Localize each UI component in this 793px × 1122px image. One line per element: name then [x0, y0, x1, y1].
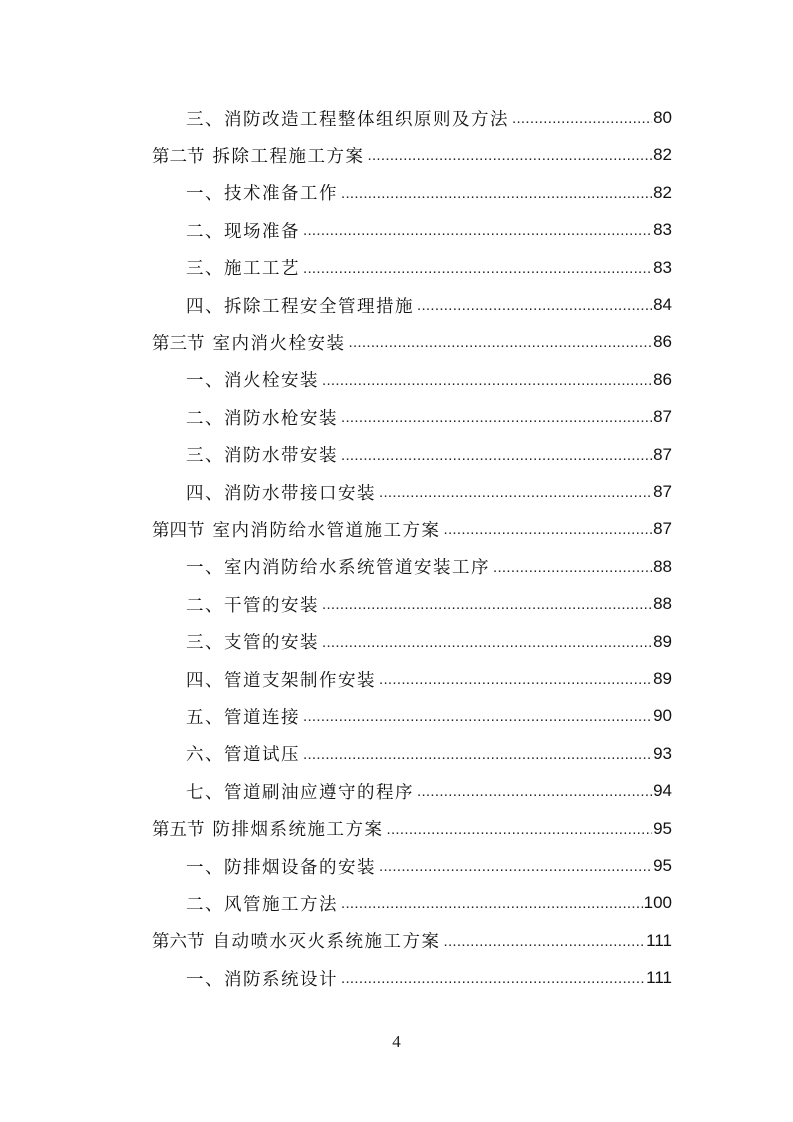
toc-entry-text: 防排烟系统施工方案 — [212, 820, 384, 841]
toc-entry-prefix: 二、 — [186, 408, 224, 429]
toc-entry-title — [186, 667, 376, 692]
toc-entry-title — [186, 741, 300, 766]
toc-entry-page: 100 — [643, 893, 672, 913]
toc-entry[interactable] — [186, 701, 672, 731]
toc-entry-title — [152, 143, 365, 168]
dot-leader — [322, 372, 652, 395]
toc-entry-page: 94 — [653, 781, 672, 801]
dot-leader — [387, 821, 653, 844]
toc-entry[interactable] — [186, 552, 672, 582]
dot-leader — [379, 671, 652, 694]
toc-entry-title — [186, 106, 509, 131]
toc-entry-prefix: 二、 — [186, 894, 224, 915]
dot-leader — [303, 260, 652, 283]
dot-leader — [303, 746, 652, 769]
toc-entry-page: 88 — [653, 556, 672, 576]
toc-entry-text: 防排烟设备的安装 — [224, 857, 376, 878]
toc-entry-page: 111 — [646, 930, 672, 950]
toc-entry[interactable] — [186, 664, 672, 694]
toc-entry-title — [186, 367, 319, 392]
toc-entry-prefix: 第三节 — [152, 333, 205, 354]
dot-leader — [349, 334, 653, 357]
toc-section[interactable] — [152, 514, 672, 544]
dot-leader — [379, 484, 652, 507]
toc-entry-title — [152, 816, 384, 841]
toc-entry-page: 84 — [653, 295, 672, 314]
toc-entry-title — [186, 779, 414, 804]
toc-entry-page: 87 — [653, 444, 672, 464]
toc-entry-page: 111 — [646, 968, 672, 988]
toc-entry-prefix: 一、 — [186, 969, 224, 990]
toc-entry-prefix: 二、 — [186, 221, 224, 242]
toc-entry-title — [186, 255, 300, 280]
toc-entry-text: 现场准备 — [224, 221, 300, 242]
toc-entry-text: 技术准备工作 — [224, 184, 338, 205]
toc-entry-text: 支管的安装 — [224, 633, 319, 654]
toc-entry[interactable] — [186, 402, 672, 432]
toc-section[interactable] — [152, 140, 672, 170]
dot-leader — [341, 895, 643, 918]
dot-leader — [341, 409, 652, 432]
toc-entry-text: 室内消防给水系统管道安装工序 — [224, 558, 490, 579]
toc-entry-text: 干管的安装 — [224, 595, 319, 616]
toc-entry-page: 93 — [653, 743, 672, 763]
toc-entry-page: 90 — [653, 706, 672, 726]
toc-entry-prefix: 六、 — [186, 745, 224, 766]
toc-entry-title — [152, 517, 441, 542]
toc-entry-text: 消防水带接口安装 — [224, 483, 376, 504]
toc-entry-prefix: 第五节 — [152, 820, 205, 841]
toc-entry[interactable] — [186, 627, 672, 657]
toc-entry-title — [186, 480, 376, 505]
toc-entry-prefix: 四、 — [186, 296, 224, 317]
toc-entry-title — [186, 554, 490, 579]
toc-entry[interactable] — [186, 103, 672, 133]
toc-entry-text: 消防水带安装 — [224, 446, 338, 467]
dot-leader — [444, 521, 653, 544]
toc-entry-page: 82 — [653, 182, 672, 202]
toc-entry-prefix: 三、 — [186, 109, 224, 130]
toc-entry-text: 管道连接 — [224, 707, 300, 728]
toc-entry-title — [186, 442, 338, 467]
toc-entry-title — [186, 218, 300, 243]
toc-entry-text: 消防改造工程整体组织原则及方法 — [224, 109, 509, 130]
toc-entry[interactable] — [186, 739, 672, 769]
toc-section[interactable] — [152, 926, 672, 956]
toc-entry-title — [186, 592, 319, 617]
toc-entry-title — [152, 928, 441, 953]
dot-leader — [444, 933, 646, 956]
toc-entry-page: 83 — [653, 220, 672, 240]
toc-section[interactable] — [152, 327, 672, 357]
dot-leader — [368, 147, 653, 170]
toc-entry-page: 95 — [653, 856, 672, 875]
toc-entry-title — [186, 891, 338, 916]
toc-entry[interactable] — [186, 851, 672, 881]
toc-entry-prefix: 三、 — [186, 259, 224, 280]
toc-entry[interactable] — [186, 178, 672, 208]
page-number: 4 — [392, 1032, 401, 1051]
dot-leader — [493, 559, 652, 582]
toc-entry-page: 82 — [653, 145, 672, 165]
toc-entry-page: 86 — [653, 332, 672, 352]
dot-leader — [379, 858, 652, 881]
toc-entry-title — [186, 854, 376, 879]
toc-entry-prefix: 三、 — [186, 446, 224, 467]
toc-entry-text: 室内消防给水管道施工方案 — [212, 520, 441, 541]
dot-leader — [417, 783, 652, 806]
dot-leader — [303, 222, 652, 245]
toc-entry[interactable] — [186, 215, 672, 245]
toc-entry[interactable] — [186, 776, 672, 806]
toc-entry-title — [186, 629, 319, 654]
toc-section[interactable] — [152, 814, 672, 844]
toc-entry-text: 拆除工程施工方案 — [212, 146, 365, 167]
toc-entry-prefix: 五、 — [186, 707, 224, 728]
toc-entry[interactable] — [186, 365, 672, 395]
toc-entry-text: 管道支架制作安装 — [224, 670, 376, 691]
toc-entry-prefix: 一、 — [186, 371, 224, 392]
toc-entry-title — [186, 293, 414, 318]
toc-entry-text: 消防水枪安装 — [224, 408, 338, 429]
toc-entry-prefix: 三、 — [186, 633, 224, 654]
toc-entry-prefix: 一、 — [186, 558, 224, 579]
dot-leader — [303, 708, 652, 731]
toc-entry[interactable] — [186, 440, 672, 470]
toc-entry-title — [152, 330, 346, 355]
toc-entry-title — [186, 405, 338, 430]
toc-entry-text: 施工工艺 — [224, 259, 300, 280]
toc-entry-page: 89 — [653, 631, 672, 651]
toc-entry[interactable] — [186, 589, 672, 619]
toc-entry-page: 95 — [653, 818, 672, 838]
toc-entry-page: 87 — [653, 407, 672, 427]
toc-entry-prefix: 第四节 — [152, 520, 205, 541]
dot-leader — [322, 634, 652, 657]
toc-entry-prefix: 第二节 — [152, 146, 205, 167]
dot-leader — [341, 185, 652, 208]
toc-entry-page: 87 — [653, 482, 672, 501]
toc-entry-prefix: 一、 — [186, 184, 224, 205]
toc-entry-page: 83 — [653, 257, 672, 277]
toc-entry-prefix: 四、 — [186, 483, 224, 504]
toc-entry-text: 风管施工方法 — [224, 894, 338, 915]
dot-leader — [417, 297, 652, 320]
toc-entry-title — [186, 966, 338, 991]
toc-entry-page: 88 — [653, 594, 672, 614]
toc-entry-text: 拆除工程安全管理措施 — [224, 296, 414, 317]
dot-leader — [512, 110, 652, 133]
toc-entry-prefix: 一、 — [186, 857, 224, 878]
toc-entry-page: 89 — [653, 669, 672, 688]
toc-entry-page: 86 — [653, 369, 672, 389]
toc-entry-text: 管道刷油应遵守的程序 — [224, 782, 414, 803]
toc-entry-prefix: 第六节 — [152, 932, 205, 953]
toc-entry[interactable] — [186, 253, 672, 283]
toc-entry-prefix: 七、 — [186, 782, 224, 803]
toc-entry-prefix: 二、 — [186, 595, 224, 616]
toc-entry-text: 室内消火栓安装 — [212, 333, 346, 354]
toc-entry-prefix: 四、 — [186, 670, 224, 691]
toc-entry[interactable] — [186, 888, 672, 918]
toc-entry-title — [186, 180, 338, 205]
toc-entry[interactable] — [186, 290, 672, 320]
toc-entry[interactable] — [186, 477, 672, 507]
dot-leader — [341, 447, 652, 470]
toc-entry-page: 80 — [653, 108, 672, 127]
dot-leader — [341, 970, 645, 993]
toc-entry-text: 消火栓安装 — [224, 371, 319, 392]
toc-entry-text: 管道试压 — [224, 745, 300, 766]
dot-leader — [322, 596, 652, 619]
toc-entry-text: 自动喷水灭火系统施工方案 — [212, 932, 441, 953]
toc-entry[interactable] — [186, 963, 672, 993]
toc-entry-text: 消防系统设计 — [224, 969, 338, 990]
toc-entry-page: 87 — [653, 519, 672, 539]
toc-entry-title — [186, 704, 300, 729]
